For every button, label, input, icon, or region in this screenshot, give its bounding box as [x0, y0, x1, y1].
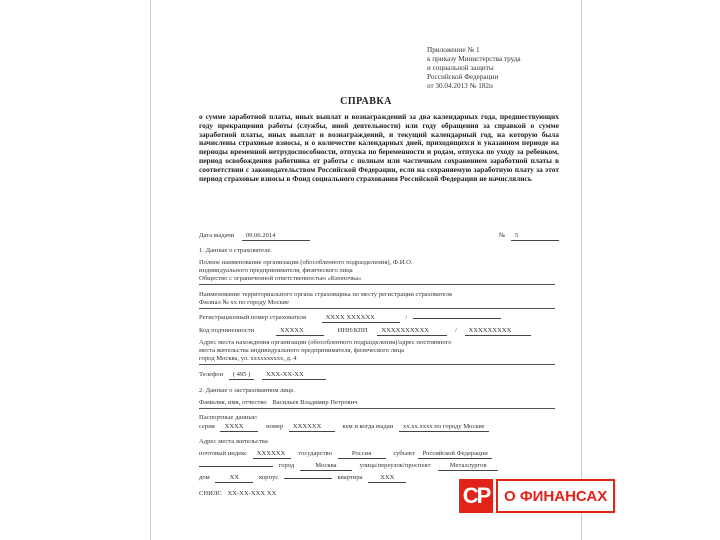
- residence-label: Адрес места жительства: [199, 438, 268, 445]
- territorial-value: Филиал № хх по городу Москве: [199, 299, 289, 306]
- fio-value: Васильев Владимир Петрович: [272, 399, 358, 406]
- issued-label: кем и когда выдан: [342, 423, 394, 430]
- zip-value: XXXXXX: [253, 450, 291, 459]
- brand-logo: [459, 479, 615, 513]
- phone-row: [199, 371, 326, 380]
- appendix-line: Приложение № 1: [427, 46, 480, 54]
- address-label: Адрес места нахождения организации (обособленного подразделения)/адрес постоянного: [199, 339, 452, 346]
- issue-number-label: №: [499, 232, 506, 239]
- org-value: Общество с ограниченной ответственностью «Кнопочка»: [199, 275, 362, 282]
- reg-number-value: XXXX XXXXXX: [322, 314, 400, 323]
- appendix-note: [427, 46, 537, 91]
- snils-value: XX-XX-XXX XX: [227, 490, 277, 497]
- residence-row-3: [199, 474, 406, 483]
- logo-text: О ФИНАНСАХ: [496, 479, 615, 513]
- subject-label: субъект: [393, 450, 415, 457]
- street-label: улица/переулок/проспект: [359, 462, 431, 469]
- issue-number: [499, 232, 559, 241]
- reg-number-extra: [413, 318, 501, 319]
- issue-number-value: 5: [511, 232, 559, 241]
- building-label: корпус: [259, 474, 279, 481]
- address-label: места жительства индивидуального предпринимателя, физического лица: [199, 347, 405, 354]
- city-value: Москва: [300, 462, 352, 471]
- codes-row: [199, 327, 531, 336]
- zip-label: почтовый индекс: [199, 450, 248, 457]
- residence-row-2: [199, 462, 498, 471]
- number-value: XXXXXX: [289, 423, 335, 432]
- district-blank: [199, 466, 273, 467]
- section2-heading: 2. Данные о застрахованном лице.: [199, 387, 295, 394]
- apartment-value: XXX: [368, 474, 406, 483]
- org-label: индивидуального предпринимателя, физического лица: [199, 267, 353, 274]
- inn-value: XXXXXXXXXX: [377, 327, 447, 336]
- section1-heading: 1. Данные о страхователе.: [199, 247, 272, 254]
- territorial-label: Наименование территориального органа страховщика по месту регистрации страхователя: [199, 291, 452, 298]
- appendix-line: Российской Федерации: [427, 73, 499, 81]
- country-label: государство: [298, 450, 332, 457]
- snils-label: СНИЛС: [199, 490, 222, 497]
- country-value: Россия: [338, 450, 386, 459]
- reg-number-row: [199, 314, 501, 323]
- kpp-value: XXXXXXXXX: [465, 327, 531, 336]
- passport-row: [199, 423, 489, 432]
- appendix-line: к приказу Министерства труда: [427, 55, 521, 63]
- street-value: Металлургов: [438, 462, 498, 471]
- document-description: о сумме заработной платы, иных выплат и вознаграждений за два календарных года, предшествующих году прекращения работы (службы, иной деятельности) или году обращения за справкой о сумме заработной платы, иных выплат и вознаграждений, и текущий календарный год, на которую была начислены страховые взносы, и о количестве календарных дней, приходящихся в указанном периоде на периоды временной нетрудоспособности, отпуска по беременности и родам, отпуска по уходу за ребенком, период освобождения работника от работы с полным или частичным сохранением заработной платы в соответствии с законодательством Российской Федерации, если на сохраняемую заработную плату за этот период страховые взносы в Фонд социального страхования Российской Федерации не начислялись: [199, 112, 559, 183]
- reg-number-slash: /: [405, 314, 408, 321]
- fio-label: Фамилия, имя, отчество: [199, 399, 267, 406]
- subordination-value: XXXXX: [276, 327, 324, 336]
- house-label: дом: [199, 474, 210, 481]
- phone-code: ( 495 ): [229, 371, 255, 380]
- passport-label: Паспортные данные:: [199, 414, 258, 421]
- inn-label: ИНН/КПП: [337, 327, 368, 334]
- issued-value: xx.xx.xxxx по городу Москве: [399, 423, 489, 432]
- issue-date-label: Дата выдачи: [199, 232, 235, 239]
- series-label: серия: [199, 423, 215, 430]
- phone-value: XXX-XX-XX: [262, 371, 326, 380]
- logo-mark: СР: [459, 479, 493, 513]
- series-value: XXXX: [220, 423, 258, 432]
- residence-row-1: [199, 450, 492, 459]
- house-value: XX: [215, 474, 253, 483]
- issue-date-value: 09.06.2014: [242, 232, 310, 241]
- org-label: Полное наименование организации (обособленного подразделения), Ф.И.О.: [199, 259, 413, 266]
- snils-row: [199, 490, 276, 498]
- subordination-label: Код подчиненности: [199, 327, 255, 334]
- appendix-line: и социальной защиты: [427, 64, 494, 72]
- territorial-underline: [199, 308, 555, 309]
- number-label: номер: [266, 423, 284, 430]
- address-value: город Москва, ул. xxxxxxxxxx, д. 4: [199, 355, 297, 362]
- fio-row: [199, 399, 357, 407]
- reg-number-label: Регистрационный номер страхователя: [199, 314, 306, 321]
- fio-underline: [199, 408, 555, 409]
- appendix-line: от 30.04.2013 № 182н: [427, 82, 493, 90]
- document-page: [150, 0, 582, 540]
- document-title: СПРАВКА: [340, 96, 392, 107]
- subject-value: Российской Федерации: [418, 450, 491, 459]
- apartment-label: квартира: [337, 474, 363, 481]
- address-underline: [199, 364, 555, 365]
- phone-label: Телефон: [199, 371, 224, 378]
- issue-row: [199, 232, 310, 241]
- city-label: город: [278, 462, 295, 469]
- kpp-slash: /: [455, 327, 457, 334]
- building-value: [284, 478, 332, 479]
- org-underline: [199, 284, 555, 285]
